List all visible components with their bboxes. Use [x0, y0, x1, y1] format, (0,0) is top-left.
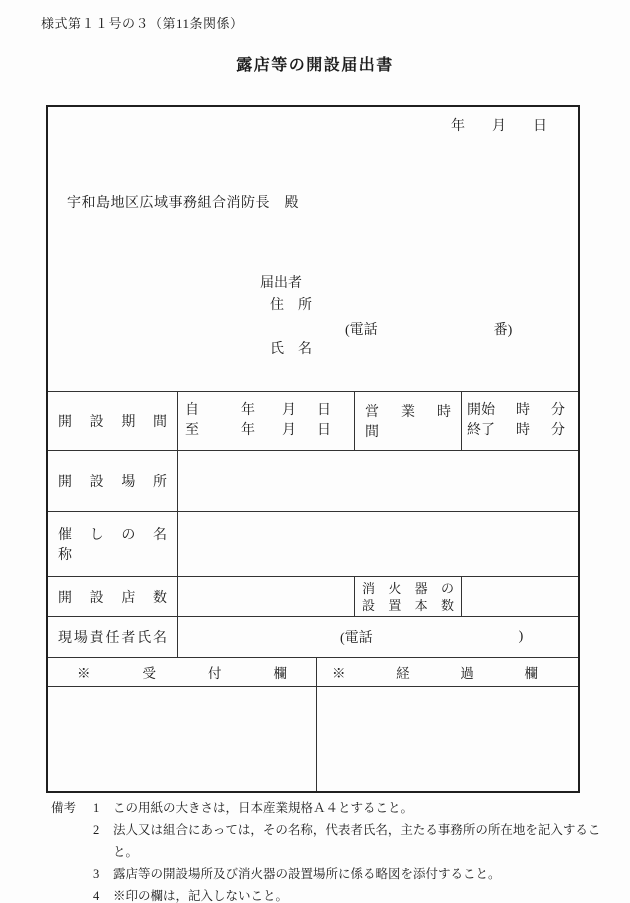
phone-suffix: )	[518, 629, 524, 644]
remark-text: 法人又は組合にあっては，その名称，代表者氏名，主たる事務所の所在地を記入すること。	[113, 823, 601, 859]
row-office-use-header	[48, 658, 578, 687]
extinguisher-label-line1: 消 火 器 の	[362, 580, 454, 596]
opening-place-label-cell	[48, 451, 178, 511]
year-label: 年	[241, 423, 255, 438]
stall-count-label: 開 設 店 数	[58, 590, 167, 606]
minute-label: 分	[551, 423, 565, 438]
opening-period-label-cell	[48, 392, 178, 450]
opening-place-label: 開 設 場 所	[58, 475, 167, 490]
month-label: 月	[282, 423, 296, 438]
minute-label: 分	[551, 403, 565, 418]
remark-number: 1	[93, 801, 100, 815]
row-opening-period	[48, 392, 578, 451]
date-day-label: 日	[533, 119, 547, 134]
reception-blank-cell	[48, 687, 317, 791]
site-manager-label-cell	[48, 617, 178, 657]
event-name-label: 催 し の 名 称	[58, 528, 181, 563]
notifier-label: 届出者	[260, 276, 302, 291]
row-stall-count	[48, 577, 578, 617]
business-hours-label-cell	[355, 392, 465, 450]
progress-column-header: ※ 経 過 欄	[332, 666, 538, 681]
remark-item	[93, 797, 621, 819]
remark-text: 露店等の開設場所及び消火器の設置場所に係る略図を添付すること。	[113, 867, 501, 881]
notifier-phone-line	[345, 319, 512, 339]
remarks-section	[51, 797, 621, 903]
event-name-label-cell	[48, 512, 181, 576]
remark-item	[93, 819, 621, 863]
form-table	[46, 105, 580, 793]
period-from-line	[178, 401, 354, 421]
opening-period-label: 開 設 期 間	[58, 415, 167, 430]
site-manager-phone-line	[178, 627, 578, 647]
progress-column-header-cell	[317, 658, 578, 686]
from-label: 自	[185, 403, 199, 418]
reception-column-header-cell	[48, 658, 317, 686]
end-label: 終了	[467, 423, 495, 438]
month-label: 月	[282, 403, 296, 418]
year-label: 年	[241, 403, 255, 418]
extinguisher-count-value-cell	[462, 577, 578, 616]
remark-text: この用紙の大きさは，日本産業規格Ａ４とすること。	[113, 801, 414, 815]
row-office-use-blank	[48, 687, 578, 791]
period-to-line	[178, 421, 354, 441]
name-label: 氏 名	[270, 342, 312, 357]
row-site-manager	[48, 617, 578, 658]
stall-count-value-cell	[178, 577, 355, 616]
site-manager-label: 現場責任者氏名	[58, 631, 167, 646]
start-time-line	[462, 401, 578, 421]
remark-item	[93, 863, 621, 885]
remark-text: ※印の欄は，記入しないこと。	[113, 889, 289, 903]
site-manager-value-cell	[178, 617, 578, 657]
submission-date-line	[451, 115, 547, 135]
progress-blank-cell	[317, 687, 578, 791]
to-label: 至	[185, 423, 199, 438]
event-name-value-cell	[178, 512, 578, 576]
row-opening-place	[48, 451, 578, 512]
day-label: 日	[317, 403, 331, 418]
phone-prefix: (電話	[345, 323, 378, 338]
hour-label: 時	[516, 403, 530, 418]
reception-column-header: ※ 受 付 欄	[77, 666, 287, 681]
page-title: 露店等の開設届出書	[236, 57, 394, 74]
phone-suffix: 番)	[493, 323, 513, 338]
address-label: 住 所	[270, 298, 312, 313]
top-section	[48, 107, 578, 392]
extinguisher-label-line2: 設 置 本 数	[362, 597, 454, 613]
addressee: 宇和島地区広域事務組合消防長 殿	[67, 196, 299, 211]
remark-number: 2	[93, 823, 100, 837]
opening-period-dates-cell	[178, 392, 355, 450]
day-label: 日	[317, 423, 331, 438]
extinguisher-label-cell	[355, 577, 462, 616]
hour-label: 時	[516, 423, 530, 438]
remark-item	[93, 885, 621, 903]
stall-count-label-cell	[48, 577, 178, 616]
business-hours-times-cell	[462, 392, 578, 450]
business-hours-label: 営 業 時 間	[365, 405, 465, 440]
remark-number: 4	[93, 889, 100, 903]
start-label: 開始	[467, 403, 495, 418]
phone-prefix: (電話	[340, 631, 373, 646]
row-event-name	[48, 512, 578, 577]
end-time-line	[462, 421, 578, 441]
opening-place-value-cell	[178, 451, 578, 511]
date-month-label: 月	[492, 119, 506, 134]
remark-number: 3	[93, 867, 100, 881]
form-code: 様式第１１号の３（第11条関係）	[41, 16, 244, 31]
remarks-title: 備考	[51, 801, 77, 815]
date-year-label: 年	[451, 119, 465, 134]
